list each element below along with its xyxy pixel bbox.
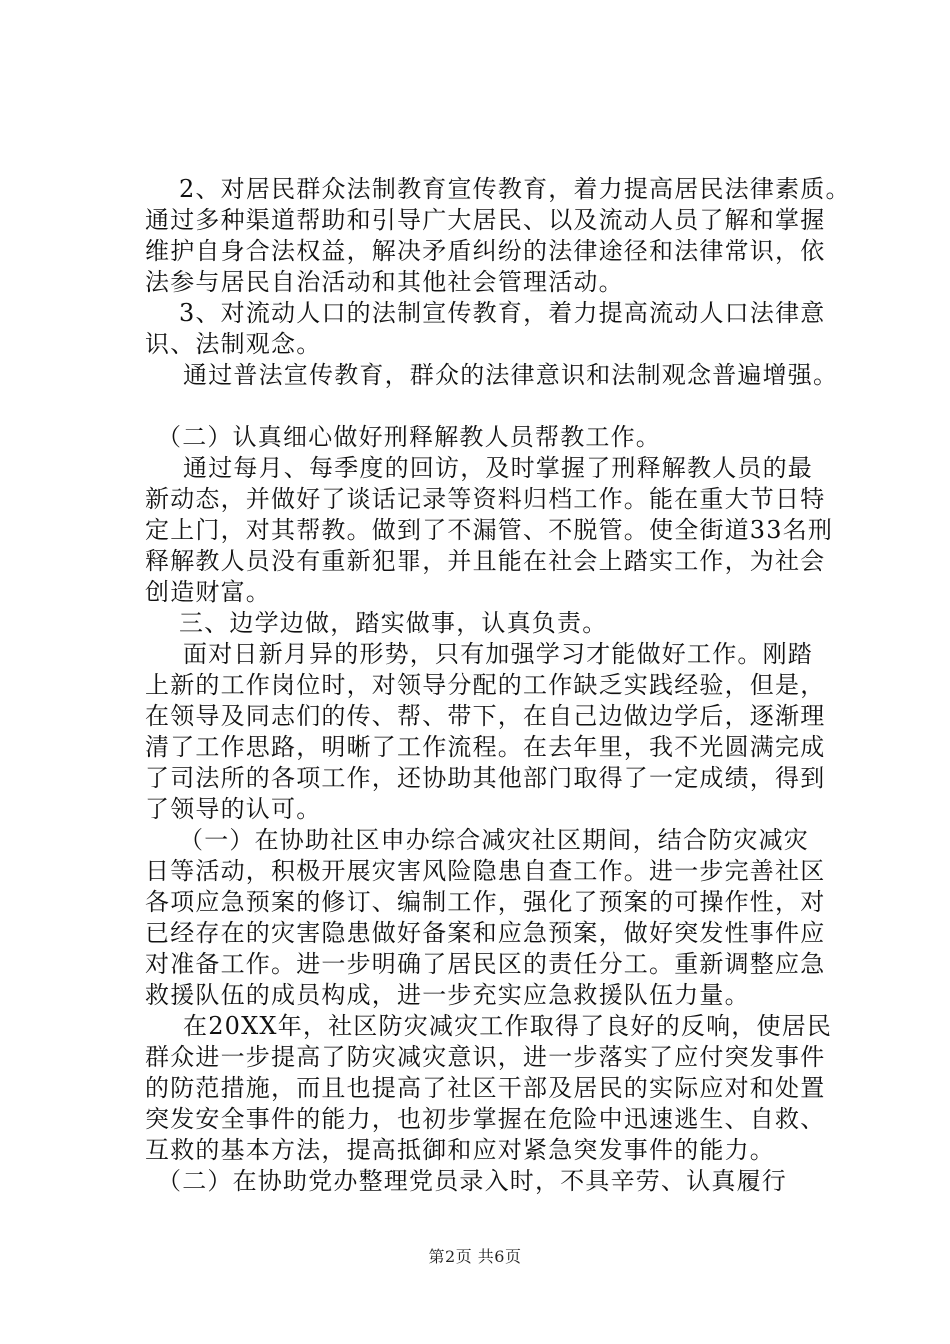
text-line: 维护自身合法权益，解决矛盾纠纷的法律途径和法律常识，依 [145, 237, 826, 265]
text-line: 法参与居民自治活动和其他社会管理活动。 [145, 268, 624, 296]
text-line: 通过每月、每季度的回访，及时掌握了刑释解教人员的最 [183, 454, 813, 482]
text-line: 已经存在的灾害隐患做好备案和应急预案，做好突发性事件应 [145, 919, 826, 947]
text-line: 上新的工作岗位时，对领导分配的工作缺乏实践经验，但是， [145, 671, 826, 699]
text-line: 在领导及同志们的传、帮、带下，在自己边做边学后，逐渐理 [145, 702, 826, 730]
text-line: 的防范措施，而且也提高了社区干部及居民的实际应对和处置 [145, 1074, 826, 1102]
text-line: 通过多种渠道帮助和引导广大居民、以及流动人员了解和掌握 [145, 206, 826, 234]
text-line: 了司法所的各项工作，还协助其他部门取得了一定成绩，得到 [145, 764, 826, 792]
text-line: （二）在协助党办整理党员录入时，不具辛劳、认真履行 [157, 1167, 787, 1195]
text-line: 对准备工作。进一步明确了居民区的责任分工。重新调整应急 [145, 950, 826, 978]
text-line: 在20XX年，社区防灾减灾工作取得了良好的反响，使居民 [183, 1012, 833, 1040]
text-line: 创造财富。 [145, 578, 271, 606]
text-line: 释解教人员没有重新犯罪，并且能在社会上踏实工作，为社会 [145, 547, 826, 575]
text-line: （二）认真细心做好刑释解教人员帮教工作。 [157, 423, 661, 451]
text-line: （一）在协助社区申办综合减灾社区期间，结合防灾减灾 [179, 826, 809, 854]
text-line: 识、法制观念。 [145, 330, 322, 358]
text-line: 3、对流动人口的法制宣传教育，着力提高流动人口法律意 [179, 299, 826, 327]
text-line: 面对日新月异的形势，只有加强学习才能做好工作。刚踏 [183, 640, 813, 668]
text-line: 互救的基本方法，提高抵御和应对紧急突发事件的能力。 [145, 1136, 775, 1164]
text-line: 各项应急预案的修订、编制工作，强化了预案的可操作性，对 [145, 888, 826, 916]
text-line: 了领导的认可。 [145, 795, 322, 823]
text-line: 新动态，并做好了谈话记录等资料归档工作。能在重大节日特 [145, 485, 826, 513]
text-line: 突发安全事件的能力，也初步掌握在危险中迅速逃生、自救、 [145, 1105, 826, 1133]
text-line: 清了工作思路，明晰了工作流程。在去年里，我不光圆满完成 [145, 733, 826, 761]
text-line: 2、对居民群众法制教育宣传教育，着力提高居民法律素质。 [179, 175, 851, 203]
page-footer: 第2页 共6页 [428, 1247, 522, 1266]
text-line: 通过普法宣传教育，群众的法律意识和法制观念普遍增强。 [183, 361, 839, 389]
text-line: 群众进一步提高了防灾减灾意识，进一步落实了应付突发事件 [145, 1043, 826, 1071]
text-line: 三、边学边做，踏实做事，认真负责。 [179, 609, 608, 637]
text-line: 救援队伍的成员构成，进一步充实应急救援队伍力量。 [145, 981, 750, 1009]
document-body [145, 174, 851, 1197]
text-line: 定上门，对其帮教。做到了不漏管、不脱管。使全街道33名刑 [145, 516, 834, 544]
text-line: 日等活动，积极开展灾害风险隐患自查工作。进一步完善社区 [145, 857, 826, 885]
blank-line [145, 391, 845, 422]
